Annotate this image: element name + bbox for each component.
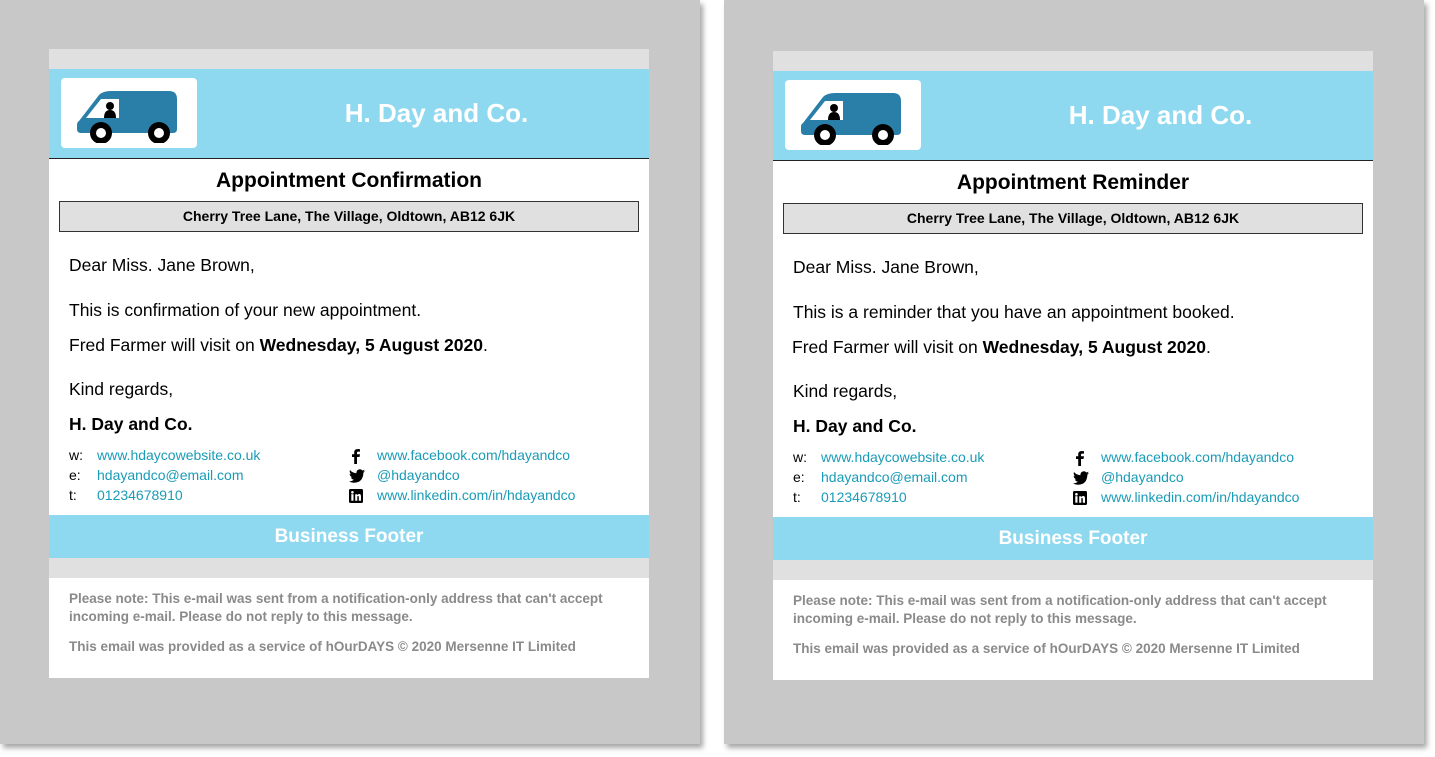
business-name-heading: H. Day and Co. [344,98,529,128]
facebook-icon [1073,450,1101,466]
linkedin-icon [1073,491,1101,505]
van-logo-icon [797,87,907,145]
website-label: w: [793,449,807,465]
email-label: e: [793,469,805,485]
no-reply-note: Please note: This e-mail was sent from a notification-only address that can't accept incoming e-mail. Please do not reply to this message. [69,591,603,624]
van-logo-icon [73,85,183,143]
phone-label: t: [69,487,77,503]
email-card [773,51,1373,680]
phone-link[interactable]: 01234678910 [97,487,183,503]
email-preview-confirmation [0,0,700,744]
contact-email [793,467,968,487]
social-linkedin [349,485,575,505]
linkedin-icon [349,489,377,503]
social-twitter [349,465,460,485]
intro-text: This is a reminder that you have an appointment booked. [793,302,1235,322]
email-title: Appointment Confirmation [216,169,482,192]
visit-suffix: . [482,335,488,355]
phone-link[interactable]: 01234678910 [821,489,907,505]
business-logo [61,78,197,148]
visit-date: Wednesday, 5 August 2020 [982,337,1206,357]
disclaimer [773,580,1373,680]
email-link[interactable]: hdayandco@email.com [97,467,244,483]
business-logo [785,80,921,150]
linkedin-link[interactable]: www.linkedin.com/in/hdayandco [377,487,576,503]
visit-suffix: . [1205,337,1211,357]
email-link[interactable]: hdayandco@email.com [821,469,968,485]
social-facebook [1073,447,1294,467]
email-card [49,49,649,678]
email-header [49,69,649,159]
contact-block [49,445,649,515]
facebook-icon [349,448,377,464]
service-credit: This email was provided as a service of hOurDAYS © 2020 Mersenne IT Limited [69,639,576,654]
greeting: Dear Miss. Jane Brown, [69,255,255,275]
disclaimer [49,578,649,678]
website-label: w: [69,447,83,463]
address-box: Cherry Tree Lane, The Village, Oldtown, AB12 6JK [59,201,639,232]
email-preview-reminder [724,0,1424,744]
website-link[interactable]: www.hdaycowebsite.co.uk [97,447,261,463]
no-reply-note: Please note: This e-mail was sent from a notification-only address that can't accept incoming e-mail. Please do not reply to this message. [793,593,1327,626]
contact-phone [793,487,907,507]
email-body [773,256,1373,437]
visit-date: Wednesday, 5 August 2020 [259,335,483,355]
contact-block [773,447,1373,517]
visit-prefix: Fred Farmer will visit on [792,337,983,357]
bottom-strip [49,558,649,578]
twitter-link[interactable]: @hdayandco [377,467,460,483]
contact-website [69,445,260,465]
address-box: Cherry Tree Lane, The Village, Oldtown, AB12 6JK [783,203,1363,234]
twitter-link[interactable]: @hdayandco [1101,469,1184,485]
business-name-heading: H. Day and Co. [1068,100,1253,130]
top-strip [49,49,649,69]
email-header [773,71,1373,161]
regards: Kind regards, [69,379,174,399]
service-credit: This email was provided as a service of hOurDAYS © 2020 Mersenne IT Limited [793,641,1300,656]
social-linkedin [1073,487,1299,507]
top-strip [773,51,1373,71]
website-link[interactable]: www.hdaycowebsite.co.uk [821,449,985,465]
visit-line [792,336,1353,358]
signature: H. Day and Co. [69,414,193,434]
visit-prefix: Fred Farmer will visit on [69,335,260,355]
visit-line [69,334,629,356]
business-footer: Business Footer [773,517,1373,560]
phone-label: t: [793,489,801,505]
facebook-link[interactable]: www.facebook.com/hdayandco [377,447,570,463]
email-body [49,254,649,435]
signature: H. Day and Co. [793,416,917,436]
contact-phone [69,485,183,505]
greeting: Dear Miss. Jane Brown, [793,257,979,277]
bottom-strip [773,560,1373,580]
social-twitter [1073,467,1184,487]
regards: Kind regards, [793,381,898,401]
intro-text: This is confirmation of your new appointment. [69,300,422,320]
social-facebook [349,445,570,465]
email-title: Appointment Reminder [956,171,1190,194]
email-label: e: [69,467,81,483]
business-footer: Business Footer [49,515,649,558]
twitter-icon [349,469,377,483]
contact-email [69,465,244,485]
contact-website [793,447,984,467]
twitter-icon [1073,471,1101,485]
facebook-link[interactable]: www.facebook.com/hdayandco [1101,449,1294,465]
linkedin-link[interactable]: www.linkedin.com/in/hdayandco [1101,489,1300,505]
